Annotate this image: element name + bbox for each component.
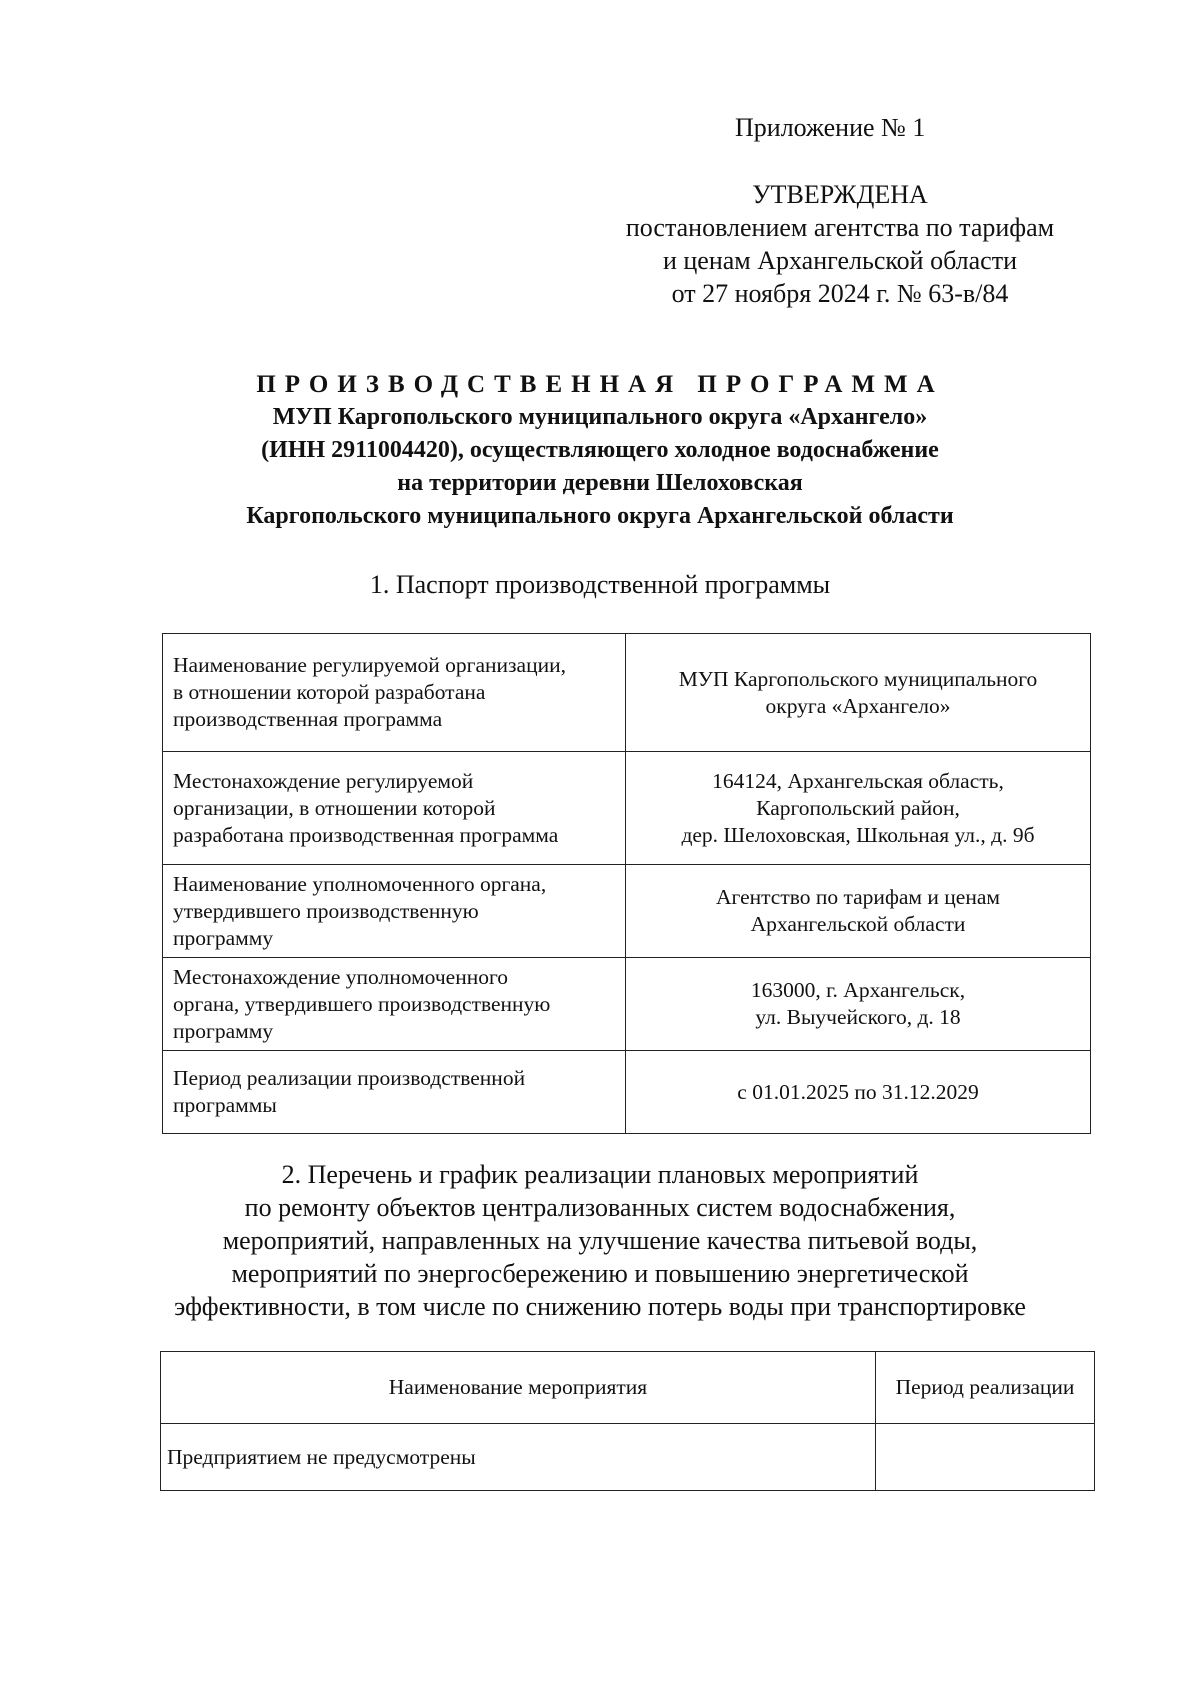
column-header-period: Период реализации — [876, 1352, 1095, 1424]
passport-label-line: производственная программа — [173, 707, 443, 731]
approval-status: УТВЕРЖДЕНА — [752, 180, 928, 209]
passport-value-line: Агентство по тарифам и ценам — [716, 885, 1000, 909]
title-line-1: ПРОИЗВОДСТВЕННАЯ ПРОГРАММА — [256, 371, 944, 398]
title-line-4: на территории деревни Шелоховская — [397, 470, 803, 496]
passport-label-line: Наименование уполномоченного органа, — [173, 871, 547, 896]
passport-value-line: 164124, Архангельская область, — [712, 768, 1004, 793]
passport-value-cell — [626, 958, 1091, 1051]
table-row — [163, 958, 1091, 1051]
section-2-heading-line: эффективности, в том числе по снижению потерь воды при транспортировке — [174, 1292, 1026, 1321]
column-header-event-name: Наименование мероприятия — [161, 1352, 876, 1424]
approval-line-2: и ценам Архангельской области — [662, 246, 1018, 275]
section-1-heading-text: 1. Паспорт производственной программы — [369, 570, 831, 599]
passport-label-line: программы — [173, 1093, 277, 1117]
passport-label-line: организации, в отношении которой — [173, 795, 496, 820]
passport-label-line: в отношении которой разработана — [173, 680, 486, 704]
table-row — [163, 752, 1091, 865]
passport-table — [162, 633, 1091, 1134]
table-row — [161, 1424, 1095, 1491]
passport-value-line: ул. Выучейского, д. 18 — [755, 1005, 961, 1029]
approval-line-3: от 27 ноября 2024 г. № 63-в/84 — [671, 279, 1009, 308]
passport-value-line: 163000, г. Архангельск, — [750, 978, 966, 1002]
passport-label-line: утвердившего производственную — [173, 898, 479, 923]
section-2-heading-line: по ремонту объектов централизованных систем водоснабжения, — [244, 1193, 956, 1222]
passport-label-line: программу — [173, 925, 274, 950]
passport-label-line: Местонахождение регулируемой — [173, 768, 474, 793]
passport-value-line: МУП Каргопольского муниципального — [678, 666, 1038, 691]
passport-label-line: Местонахождение уполномоченного — [173, 964, 509, 989]
passport-label-line: программу — [173, 1018, 274, 1043]
section-2-heading-line: 2. Перечень и график реализации плановых мероприятий — [281, 1160, 919, 1189]
title-line-5: Каргопольского муниципального округа Архангельской области — [246, 503, 954, 529]
appendix-label: Приложение № 1 — [735, 113, 926, 142]
passport-value-cell — [626, 865, 1091, 958]
passport-label-cell — [163, 752, 626, 865]
passport-label-line: Наименование регулируемой организации, — [173, 653, 566, 677]
passport-label-line: Период реализации производственной — [173, 1066, 526, 1090]
section-1-heading — [140, 568, 1060, 601]
passport-value-line: дер. Шелоховская, Школьная ул., д. 9б — [681, 822, 1035, 847]
approval-block — [600, 178, 1080, 310]
event-name-cell: Предприятием не предусмотрены — [161, 1424, 876, 1491]
events-table — [160, 1351, 1095, 1491]
passport-value-line: Архангельской области — [750, 912, 966, 936]
passport-label-cell — [163, 865, 626, 958]
passport-label-cell — [163, 1051, 626, 1134]
passport-label-line: разработана производственная программа — [173, 822, 559, 847]
passport-label-cell — [163, 958, 626, 1051]
passport-value-cell — [626, 634, 1091, 752]
passport-label-cell — [163, 634, 626, 752]
passport-label-line: органа, утвердившего производственную — [173, 991, 551, 1016]
section-2-heading-line: мероприятий по энергосбережению и повышению энергетической — [231, 1259, 969, 1288]
table-header-row — [161, 1352, 1095, 1424]
table-row — [163, 865, 1091, 958]
document-title — [140, 368, 1060, 533]
event-period-cell — [876, 1424, 1095, 1491]
approval-line-1: постановлением агентства по тарифам — [625, 213, 1055, 242]
title-line-2: МУП Каргопольского муниципального округа «Архангело» — [272, 404, 928, 430]
table-row — [163, 634, 1091, 752]
passport-value-line: с 01.01.2025 по 31.12.2029 — [737, 1079, 979, 1104]
passport-value-cell — [626, 752, 1091, 865]
table-row — [163, 1051, 1091, 1134]
title-line-3: (ИНН 2911004420), осуществляющего холодное водоснабжение — [261, 437, 939, 463]
passport-value-cell — [626, 1051, 1091, 1134]
section-2-heading — [140, 1158, 1060, 1323]
section-2-heading-line: мероприятий, направленных на улучшение качества питьевой воды, — [222, 1226, 978, 1255]
passport-value-line: округа «Архангело» — [765, 693, 951, 718]
passport-value-line: Каргопольский район, — [756, 795, 960, 820]
